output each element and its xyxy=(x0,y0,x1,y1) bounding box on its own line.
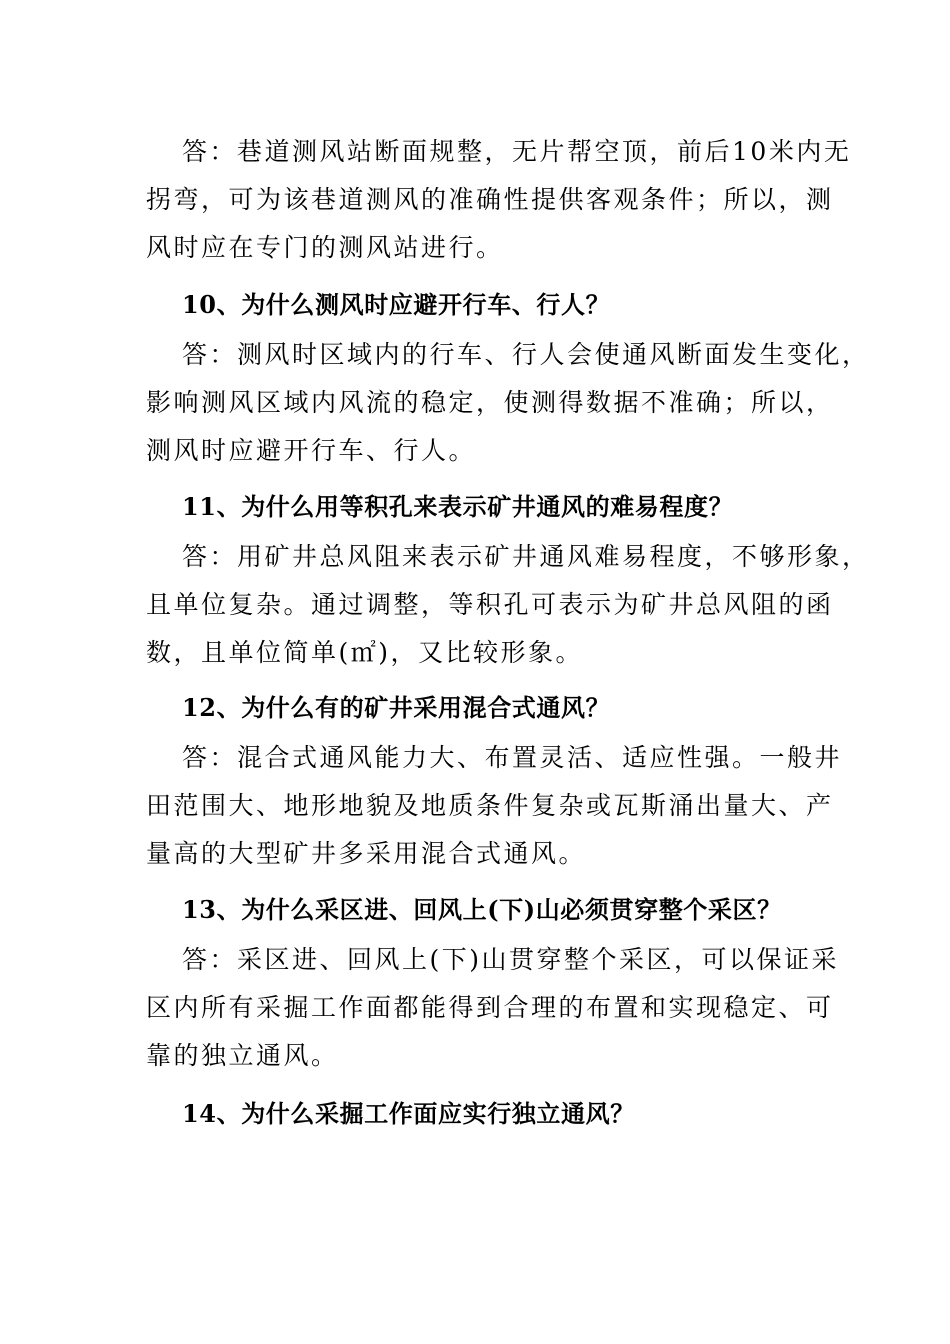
answer-line: 测风时应避开行车、行人。 xyxy=(146,436,477,465)
answer-line: 量高的大型矿井多采用混合式通风。 xyxy=(146,839,587,868)
question-heading: 14、为什么采掘工作面应实行独立通风？ xyxy=(182,1099,635,1128)
answer-line: 田范围大、地形地貌及地质条件复杂或瓦斯涌出量大、产 xyxy=(146,791,834,820)
answer-line: 影响测风区域内风流的稳定，使测得数据不准确；所以， xyxy=(146,388,834,417)
answer-line: 且单位复杂。通过调整，等积孔可表示为矿井总风阻的函 xyxy=(146,590,834,619)
answer-line: 数，且单位简单(㎡)，又比较形象。 xyxy=(146,638,584,667)
answer-line: 答：测风时区域内的行车、行人会使通风断面发生变化， xyxy=(182,340,870,369)
answer-line: 答：采区进、回风上(下)山贯穿整个采区，可以保证采 xyxy=(182,945,840,974)
question-heading: 13、为什么采区进、回风上(下)山必须贯穿整个采区？ xyxy=(182,895,782,924)
answer-line: 拐弯，可为该巷道测风的准确性提供客观条件；所以，测 xyxy=(146,185,834,214)
answer-paragraph xyxy=(146,936,840,1080)
answer-line: 区内所有采掘工作面都能得到合理的布置和实现稳定、可 xyxy=(146,993,834,1022)
answer-paragraph xyxy=(146,128,852,272)
question-heading: 12、为什么有的矿井采用混合式通风？ xyxy=(182,693,611,722)
answer-paragraph xyxy=(146,533,870,677)
answer-line: 靠的独立通风。 xyxy=(146,1041,339,1070)
answer-line: 答：混合式通风能力大、布置灵活、适应性强。一般井 xyxy=(182,743,843,772)
answer-line: 答：用矿井总风阻来表示矿井通风难易程度，不够形象， xyxy=(182,542,870,571)
answer-line: 风时应在专门的测风站进行。 xyxy=(146,233,504,262)
answer-paragraph xyxy=(146,331,870,475)
question-heading: 11、为什么用等积孔来表示矿井通风的难易程度？ xyxy=(182,492,734,521)
answer-paragraph xyxy=(146,734,843,878)
question-heading: 10、为什么测风时应避开行车、行人？ xyxy=(182,290,611,319)
answer-line: 答：巷道测风站断面规整，无片帮空顶，前后10米内无 xyxy=(182,137,852,166)
